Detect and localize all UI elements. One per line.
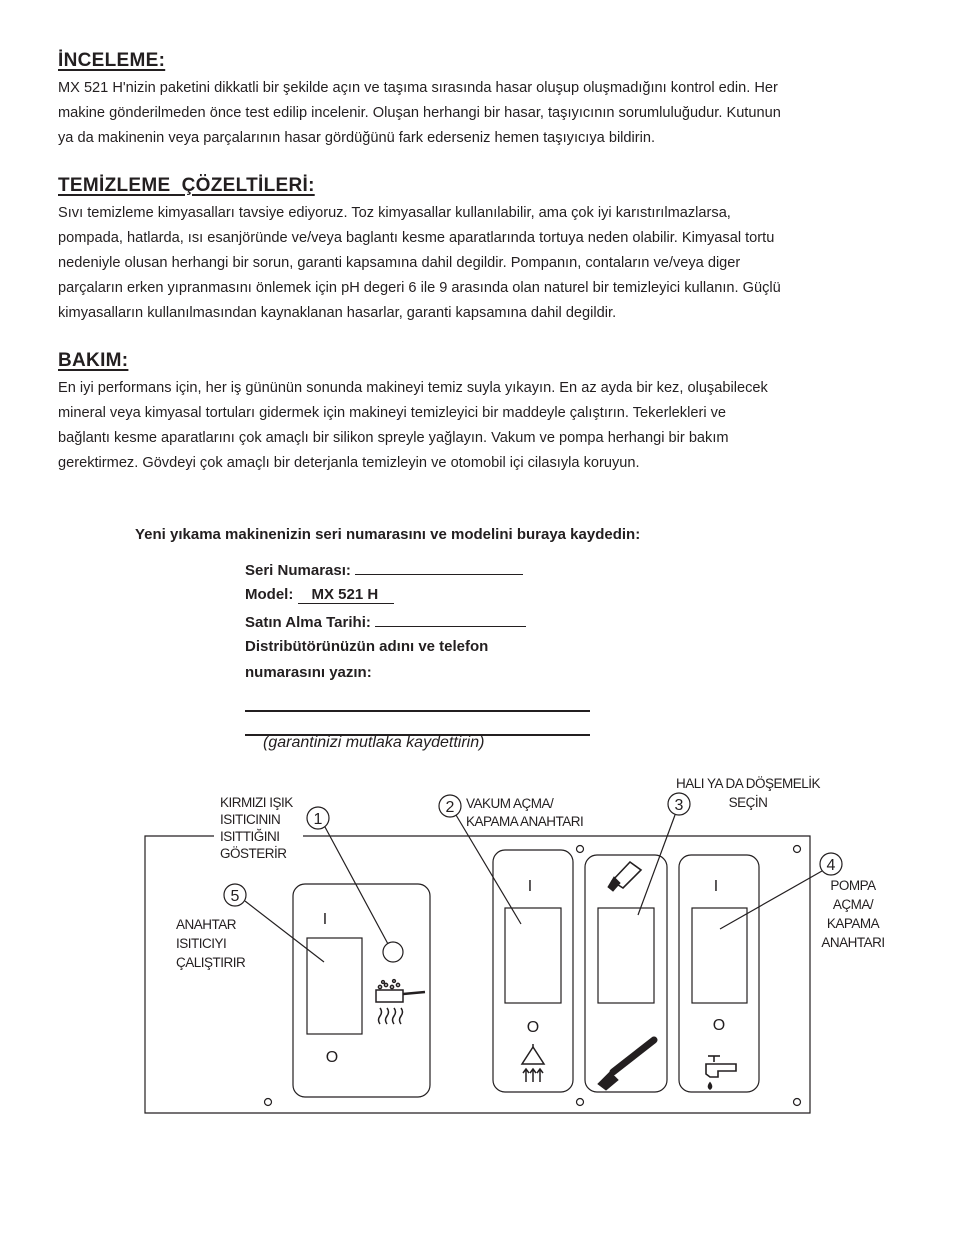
callout-4-label: KAPAMA xyxy=(826,916,880,931)
vacuum-off-mark: O xyxy=(526,1019,540,1036)
screw xyxy=(577,846,584,853)
inspection-line: MX 521 H'nizin paketini dikkatli bir şekilde açın ve taşıma sırasında hasar oluşup oluşmadığını kontrol edin. Her xyxy=(58,80,778,96)
maintenance-line: gerektirmez. Gövdeyi çok amaçlı bir deterjanla temizleyin ve otomobil içi cilasıyla koruyun. xyxy=(58,455,640,471)
distributor-label-1: Distribütörünüzün adını ve telefon xyxy=(245,638,489,655)
vacuum-on-mark: I xyxy=(527,878,533,895)
pump-off-mark: O xyxy=(712,1017,726,1034)
callout-1-label: KIRMIZI IŞIK xyxy=(220,795,293,810)
vacuum-icon xyxy=(522,1044,544,1082)
callout-4-leader xyxy=(720,871,822,929)
callout-1-label: ISITICININ xyxy=(220,812,281,827)
callout-5-leader xyxy=(245,901,324,962)
callout-4-label: ANAHTARI xyxy=(821,935,885,950)
callout-2-number: 2 xyxy=(445,799,455,816)
heater-indicator-light xyxy=(383,942,403,962)
callout-4-number: 4 xyxy=(826,857,836,874)
callout-3-number: 3 xyxy=(674,797,684,814)
heater-switch[interactable] xyxy=(307,938,362,1034)
screw xyxy=(794,846,801,853)
cleaning-line: kimyasalların kullanılmasından kaynaklanan hasarlar, garanti kapsamına dahil degildir. xyxy=(58,305,617,321)
callout-3-label: HALI YA DA DÖŞEMELİK xyxy=(675,776,821,791)
inspection-heading: İNCELEME: xyxy=(58,50,166,71)
callout-5-label: ANAHTAR xyxy=(176,917,237,932)
pump-switch[interactable] xyxy=(692,908,747,1003)
heater-off-mark: O xyxy=(325,1049,339,1066)
water-faucet-icon xyxy=(706,1056,736,1089)
callout-3-label: SEÇİN xyxy=(728,795,768,810)
callout-5-label: ÇALIŞTIRIR xyxy=(176,955,246,970)
callout-2-leader xyxy=(456,815,521,924)
screw xyxy=(265,1099,272,1106)
model-label: Model: xyxy=(245,586,294,603)
callout-5-number: 5 xyxy=(230,888,240,905)
maintenance-heading: BAKIM: xyxy=(58,350,129,371)
cleaning-heading: TEMİZLEME ÇÖZELTİLERİ: xyxy=(58,175,315,196)
callout-1-label: ISITTIĞINI xyxy=(220,829,280,844)
callout-4-label: POMPA xyxy=(830,878,876,893)
heater-pot-icon xyxy=(376,980,425,1024)
pump-on-mark: I xyxy=(713,878,719,895)
inspection-line: ya da makinenin veya parçalarının hasar gördüğünü fark ederseniz hemen taşıyıcıya bildirin. xyxy=(58,130,656,146)
callout-1-label: GÖSTERİR xyxy=(220,846,287,861)
cleaning-line: Sıvı temizleme kimyasalları tavsiye ediyoruz. Toz kimyasallar kullanılabilir, ama çok iyi karıstırılmazlarsa, xyxy=(58,205,731,221)
cleaning-line: pompada, hatlarda, ısı esanjöründe ve/veya baglantı kesme aparatlarında tortuya neden olabilir. Kimyasal tortu xyxy=(58,230,775,246)
selector-switch-plate xyxy=(585,855,667,1092)
model-value: MX 521 H xyxy=(298,586,395,604)
carpet-wand-icon xyxy=(598,1040,654,1090)
panel-outline xyxy=(145,836,810,1113)
serial-label: Seri Numarası: xyxy=(245,562,351,579)
callout-2-label: VAKUM AÇMA/ xyxy=(466,796,554,811)
warranty-note: (garantinizi mutlaka kaydettirin) xyxy=(263,734,485,751)
screw xyxy=(577,1099,584,1106)
inspection-line: makine gönderilmeden önce test edilip incelenir. Oluşan herhangi bir hasar, taşıyıcının sorumluluğudur. Kutunun xyxy=(58,105,781,121)
maintenance-line: bağlantı kesme aparatlarını çok amaçlı bir silikon spreyle yağlayın. Vakum ve pompa herhangi bir bakım xyxy=(58,430,729,446)
purchase-date-label: Satın Alma Tarihi: xyxy=(245,614,371,631)
record-title: Yeni yıkama makinenizin seri numarasını ve modelini buraya kaydedin: xyxy=(135,526,641,543)
cleaning-line: nedeniyle olusan herhangi bir sorun, garanti kapsamına dahil degildir. Pompanın, contaların ve/veya diger xyxy=(58,255,741,271)
callout-5-label: ISITICIYI xyxy=(176,936,227,951)
vacuum-switch[interactable] xyxy=(505,908,561,1003)
heater-on-mark: I xyxy=(322,911,328,928)
cleaning-line: parçaların erken yıpranmasını önlemek için pH degeri 6 ile 9 arasında olan naturel bir temizleyici kullanın. Güçlü xyxy=(58,280,781,296)
distributor-label-2: numarasını yazın: xyxy=(245,664,372,681)
callout-3-leader xyxy=(638,815,675,915)
upholstery-tool-icon xyxy=(608,862,641,891)
selector-switch[interactable] xyxy=(598,908,654,1003)
callout-1-leader xyxy=(322,827,388,944)
maintenance-line: En iyi performans için, her iş gününün sonunda makineyi temiz suyla yıkayın. En az ayda bir kez, oluşabilecek xyxy=(58,380,768,396)
callout-2-label: KAPAMA ANAHTARI xyxy=(466,814,584,829)
callout-1-number: 1 xyxy=(313,811,323,828)
maintenance-line: mineral veya kimyasal tortuları gidermek için makineyi temizleyici bir maddeyle çalıştırın. Tekerlekleri ve xyxy=(58,405,727,421)
screw xyxy=(794,1099,801,1106)
callout-4-label: AÇMA/ xyxy=(832,897,874,912)
